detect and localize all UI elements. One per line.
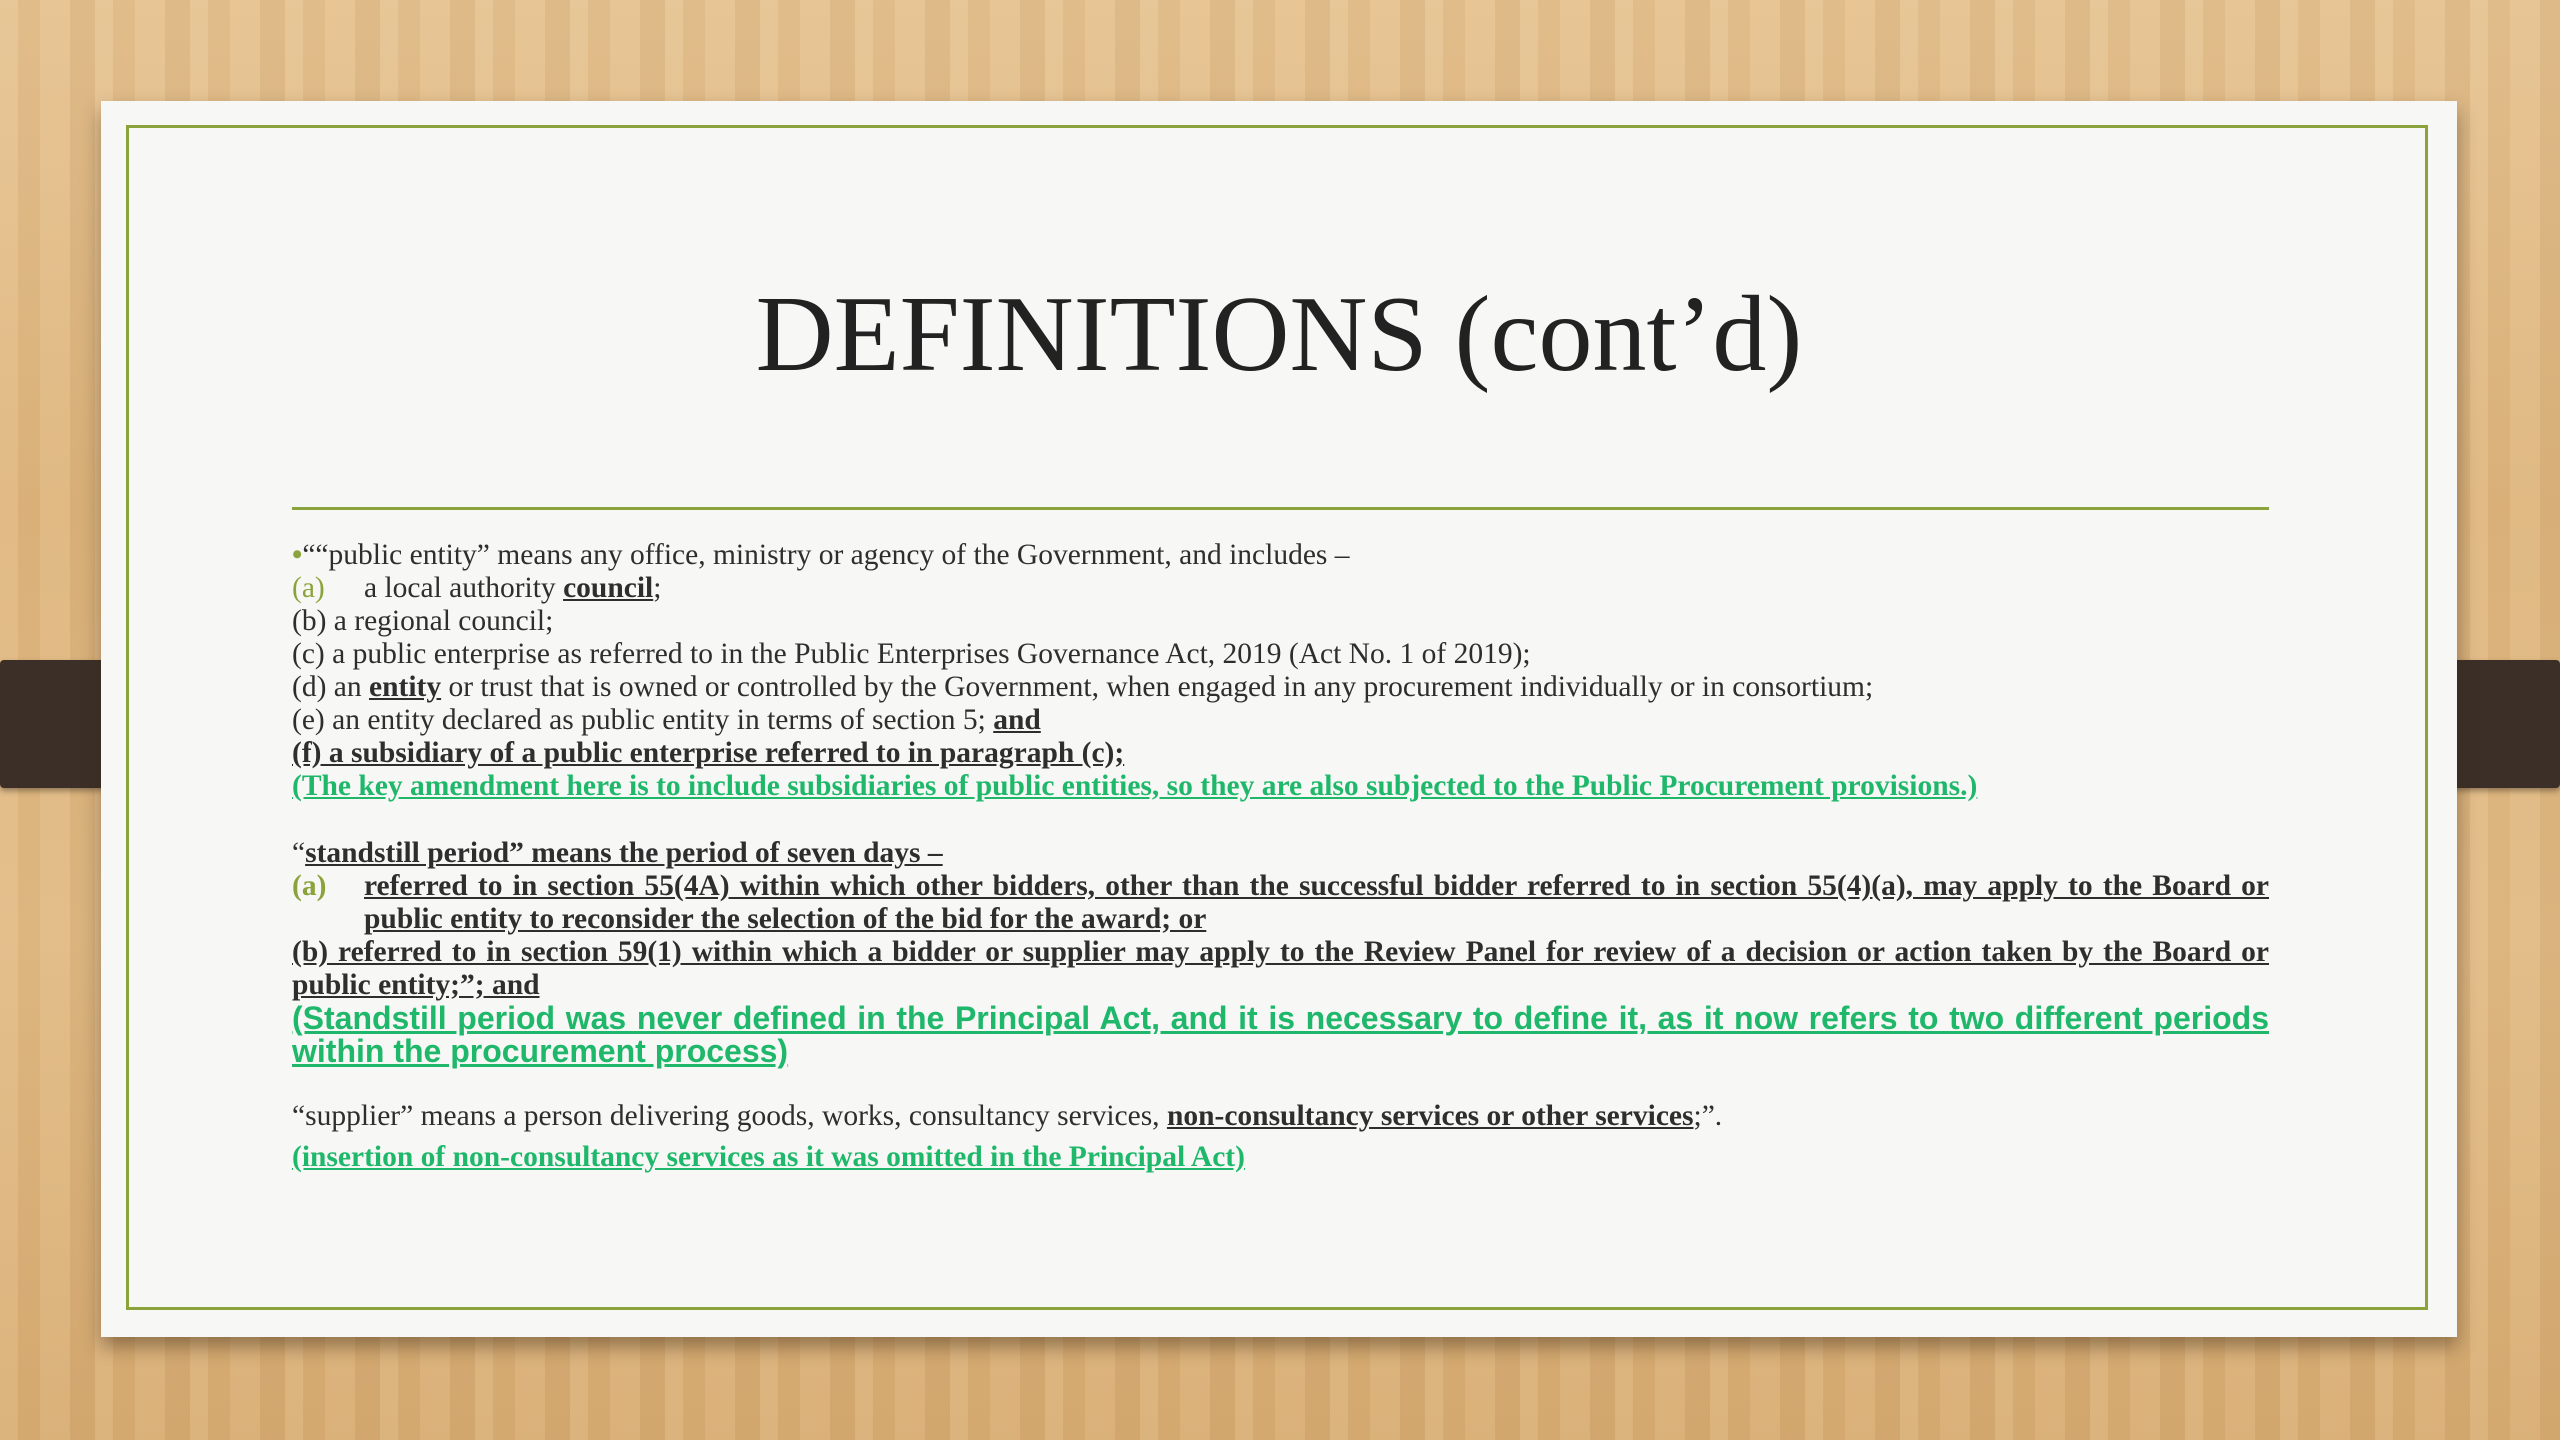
public-entity-amendment-note: (The key amendment here is to include subsidiaries of public entities, so they are also subjected to the Public Procurement provisions.) bbox=[292, 770, 1978, 802]
public-entity-item-a: (a) a local authority council; bbox=[292, 572, 662, 604]
standstill-a-marker: (a) bbox=[292, 870, 327, 902]
standstill-item-b: (b) referred to in section 59(1) within which a bidder or supplier may apply to the Review Panel for review of a decision or action taken by the Board or public entity;”; and bbox=[292, 936, 2269, 1001]
public-entity-item-c: (c) a public enterprise as referred to in the Public Enterprises Governance Act, 2019 (Act No. 1 of 2019); bbox=[292, 638, 1531, 670]
standstill-amendment-note: (Standstill period was never defined in the Principal Act, and it is necessary to define it, as it now refers to two different periods within the procurement process) bbox=[292, 1000, 2269, 1069]
title-divider bbox=[292, 507, 2269, 510]
slide-title: DEFINITIONS (cont’d) bbox=[755, 275, 1803, 394]
item-a-marker: (a) bbox=[292, 572, 325, 604]
public-entity-item-b: (b) a regional council; bbox=[292, 605, 554, 637]
slide-body bbox=[292, 539, 2269, 1174]
public-entity-item-f: (f) a subsidiary of a public enterprise referred to in paragraph (c); bbox=[292, 737, 1125, 769]
bullet-icon: • bbox=[292, 539, 303, 571]
public-entity-intro: •““public entity” means any office, ministry or agency of the Government, and includes – bbox=[292, 539, 1350, 571]
standstill-heading: “standstill period” means the period of seven days – bbox=[292, 837, 943, 869]
supplier-definition: “supplier” means a person delivering goods, works, consultancy services, non-consultancy services or other services;”. bbox=[292, 1100, 1723, 1132]
public-entity-item-e: (e) an entity declared as public entity in terms of section 5; and bbox=[292, 704, 1041, 736]
supplier-amendment-note: (insertion of non-consultancy services as it was omitted in the Principal Act) bbox=[292, 1141, 1245, 1173]
public-entity-item-d: (d) an entity or trust that is owned or controlled by the Government, when engaged in any procurement individually or in consortium; bbox=[292, 671, 1874, 703]
standstill-item-a: (a) referred to in section 55(4A) within which other bidders, other than the successful bidder referred to in section 55(4)(a), may apply to the Board or public entity to reconsider the selection of the bid for the award; or bbox=[292, 870, 2269, 935]
slide bbox=[101, 101, 2457, 1337]
